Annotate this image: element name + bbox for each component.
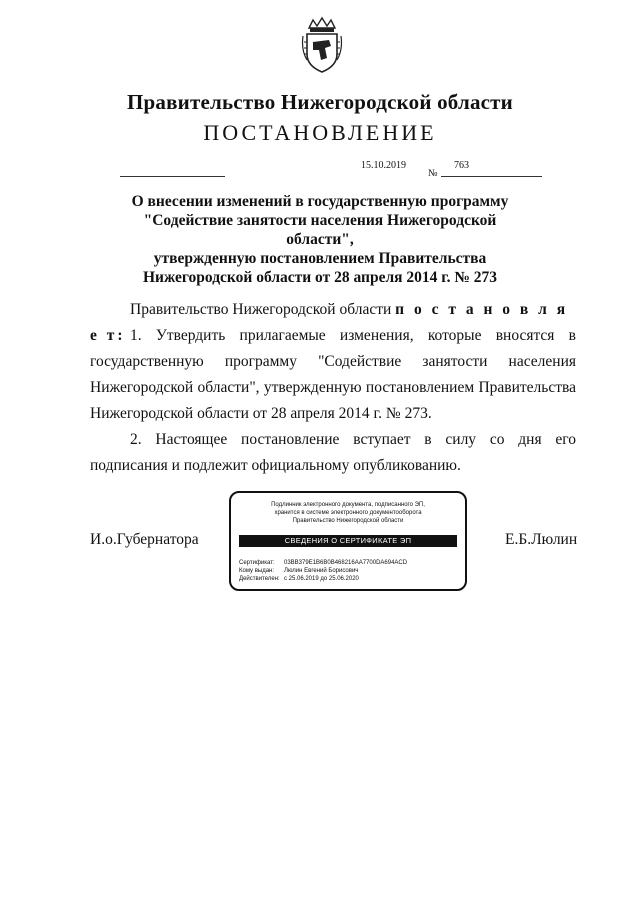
stamp-certificate-heading: СВЕДЕНИЯ О СЕРТИФИКАТЕ ЭП [239, 535, 457, 547]
coat-of-arms-icon [301, 16, 343, 74]
stamp-header-line: Правительство Нижегородской области [292, 518, 404, 524]
intro-prefix: Правительство Нижегородской области [130, 301, 392, 318]
item-2-paragraph: 2. Настоящее постановление вступает в силу со дня его подписания и подлежит официальному опубликованию. [90, 431, 576, 474]
signatory-title: И.о.Губернатора [90, 531, 199, 548]
number-underline [441, 176, 542, 177]
document-type: ПОСТАНОВЛЕНИЕ [203, 120, 437, 145]
document-date: 15.10.2019 [361, 160, 406, 171]
certificate-value: 03BB379E1B6B0B468216AA7700DA694ACD [284, 560, 408, 566]
stamp-row [239, 567, 407, 575]
document-subject [110, 192, 530, 287]
date-underline-left [120, 176, 225, 177]
item-1-paragraph: 1. Утвердить прилагаемые изменения, которые вносятся в государственную программу "Содействие занятости населения Нижегородской области", утвержденную постановлением Правительства Нижегородской области от 28 апреля 2014 г. № 273. [90, 327, 576, 422]
stamp-header-line: хранится в системе электронного документооборота [274, 510, 422, 516]
electronic-signature-stamp [229, 491, 467, 591]
stamp-header-line: Подлинник электронного документа, подписанного ЭП, [271, 502, 425, 508]
stamp-header [231, 501, 465, 525]
stamp-row [239, 575, 407, 583]
issued-to-value: Люлин Евгений Борисович [284, 568, 359, 574]
subject-line: утвержденную постановлением Правительства [153, 250, 487, 267]
government-title: Правительство Нижегородской области [127, 90, 513, 114]
valid-value: с 25.06.2019 до 25.06.2020 [284, 576, 359, 582]
document-number: 763 [454, 160, 469, 171]
signatory-name: Е.Б.Люлин [505, 531, 578, 548]
valid-label: Действителен: [239, 576, 280, 582]
subject-line: Нижегородской области от 28 апреля 2014 г. № 273 [142, 269, 498, 286]
intro-decree-word: п о с т а н о в л я е т: [90, 301, 569, 344]
number-sign: № [428, 168, 438, 179]
certificate-label: Сертификат: [239, 560, 275, 566]
stamp-details [239, 559, 407, 583]
issued-to-label: Кому выдан: [239, 568, 275, 574]
stamp-row [239, 559, 407, 567]
subject-line: О внесении изменений в государственную программу [131, 193, 509, 210]
subject-line: "Содействие занятости населения Нижегородской области", [143, 212, 497, 248]
